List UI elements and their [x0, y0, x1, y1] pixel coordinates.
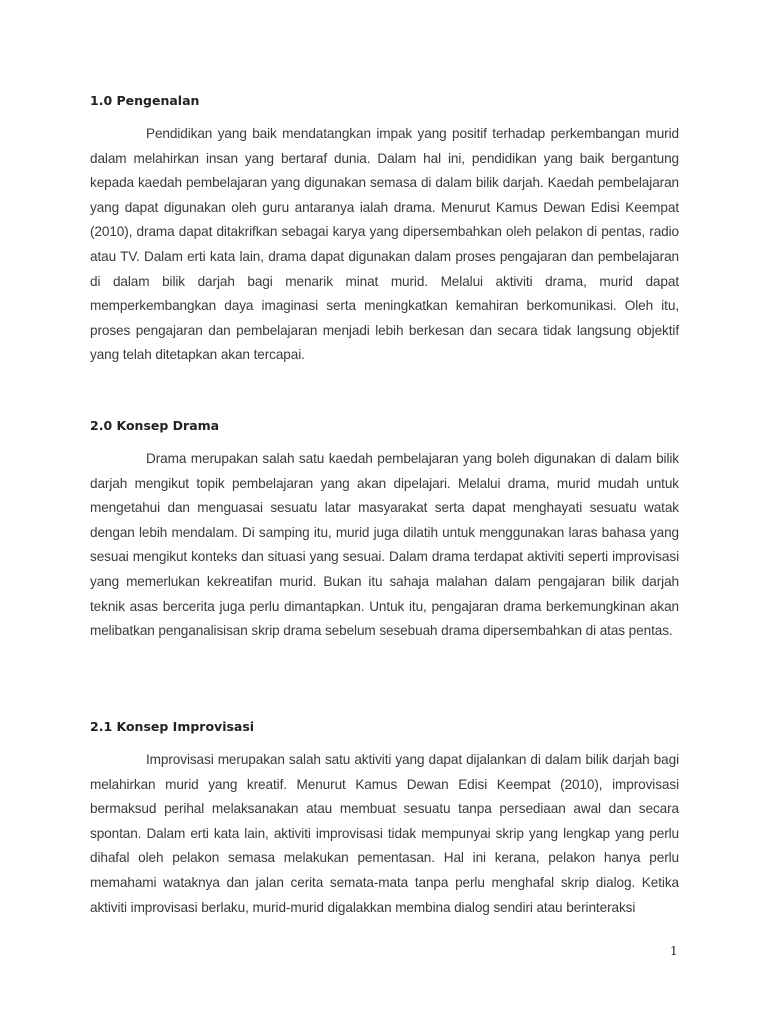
page-number: 1: [670, 944, 678, 958]
section-heading: 1.0 Pengenalan: [90, 93, 200, 108]
section-heading: 2.1 Konsep Improvisasi: [90, 719, 255, 734]
section-paragraph: Drama merupakan salah satu kaedah pembelajaran yang boleh digunakan di dalam bilik darjah mengikut topik pembelajaran yang akan dipelajari. Melalui drama, murid mudah untuk mengetahui dan menguasai sesuatu latar masyarakat serta dapat menghayati sesuatu watak dengan lebih mendalam. Di samping itu, murid juga dilatih untuk menggunakan laras bahasa yang sesuai mengikut konteks dan situasi yang sesuai. Dalam drama terdapat aktiviti seperti improvisasi yang memerlukan kekreatifan murid. Bukan itu sahaja malahan dalam pengajaran bilik darjah teknik asas bercerita juga perlu dimantapkan. Untuk itu, pengajaran drama berkemungkinan akan melibatkan penganalisisan skrip drama sebelum sesebuah drama dipersembahkan di atas pentas.: [90, 451, 679, 639]
section-heading: 2.0 Konsep Drama: [90, 418, 220, 433]
section-paragraph: Improvisasi merupakan salah satu aktiviti yang dapat dijalankan di dalam bilik darjah bagi melahirkan murid yang kreatif. Menurut Kamus Dewan Edisi Keempat (2010), improvisasi bermaksud perihal melaksanakan atau membuat sesuatu tanpa persediaan awal dan secara spontan. Dalam erti kata lain, aktiviti improvisasi tidak mempunyai skrip yang lengkap yang perlu dihafal oleh pelakon semasa melakukan pementasan. Hal ini kerana, pelakon hanya perlu memahami wataknya dan jalan cerita semata-mata tanpa perlu menghafal skrip dialog. Ketika aktiviti improvisasi berlaku, murid-murid digalakkan membina dialog sendiri atau berinteraksi: [90, 752, 679, 915]
section-paragraph: Pendidikan yang baik mendatangkan impak yang positif terhadap perkembangan murid dalam melahirkan insan yang bertaraf dunia. Dalam hal ini, pendidikan yang baik bergantung kepada kaedah pembelajaran yang digunakan semasa di dalam bilik darjah. Kaedah pembelajaran yang dapat digunakan oleh guru antaranya ialah drama. Menurut Kamus Dewan Edisi Keempat (2010), drama dapat ditakrifkan sebagai karya yang dipersembahkan oleh pelakon di pentas, radio atau TV. Dalam erti kata lain, drama dapat digunakan dalam proses pengajaran dan pembelajaran di dalam bilik darjah bagi menarik minat murid. Melalui aktiviti drama, murid dapat memperkembangkan daya imaginasi serta meningkatkan kemahiran berkomunikasi. Oleh itu, proses pengajaran dan pembelajaran menjadi lebih berkesan dan secara tidak langsung objektif yang telah ditetapkan akan tercapai.: [90, 126, 679, 363]
section-konsep-drama: [90, 416, 679, 644]
section-konsep-improvisasi: [90, 717, 679, 920]
section-pengenalan: [90, 91, 679, 368]
